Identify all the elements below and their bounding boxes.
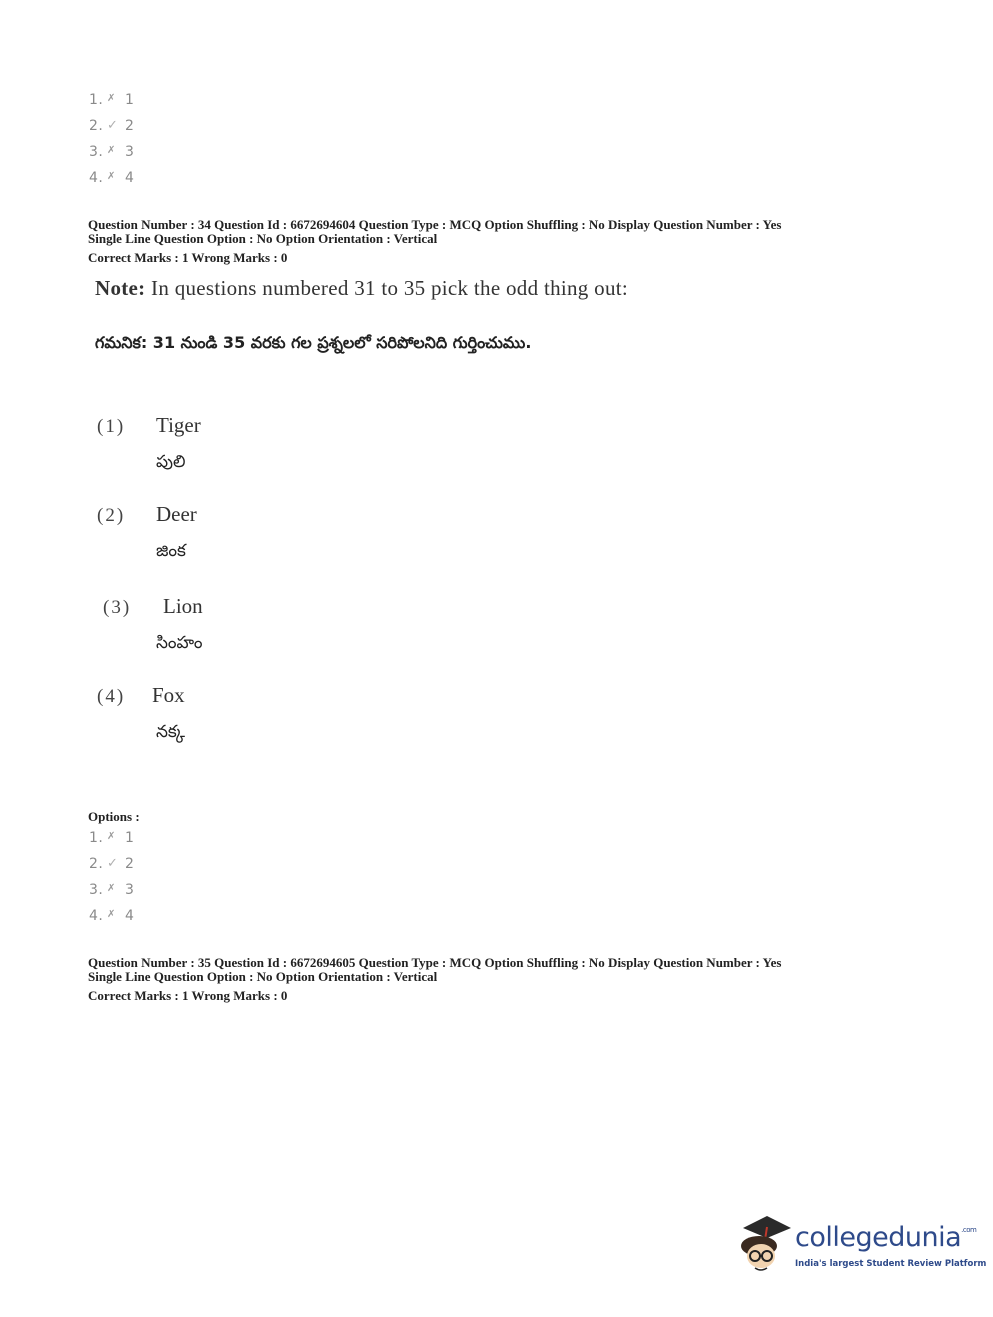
q34-option-2 [89,856,134,872]
options-label: Options : [88,809,140,824]
option-value: 1 [125,830,135,846]
note-telugu: గమనిక: 31 నుండి 35 వరకు గల ప్రశ్నలలో సరిపోలనిది గుర్తించుము. [95,333,532,352]
option-number: 2. [89,118,104,134]
check-mark-icon: ✓ [107,118,119,133]
option-number: 1. [89,92,104,108]
option-value: 1 [125,92,135,108]
option-number: 3. [89,882,104,898]
option-value: 4 [125,908,135,924]
option-value: 4 [125,170,135,186]
note-text: In questions numbered 31 to 35 pick the odd thing out: [151,276,629,300]
choice-4-telugu: నక్క [156,722,186,742]
wrong-mark-icon: ✗ [107,831,116,842]
choice-2-english: Deer [156,502,197,526]
option-number: 2. [89,856,104,872]
option-number: 1. [89,830,104,846]
note-label: Note: [95,276,146,300]
prev-option-1 [89,92,134,108]
wrong-mark-icon: ✗ [107,145,116,156]
q34-meta-line2: Single Line Question Option : No Option Orientation : Vertical [88,231,438,246]
wrong-mark-icon: ✗ [107,93,116,104]
q35-meta-line2: Single Line Question Option : No Option Orientation : Vertical [88,969,438,984]
choice-1-number: (1) [97,416,126,437]
option-value: 2 [125,118,135,134]
choice-4-number: (4) [97,686,126,707]
logo-suffix: .com [961,1226,977,1234]
prev-option-2 [89,118,134,134]
option-number: 4. [89,908,104,924]
wrong-mark-icon: ✗ [107,171,116,182]
q34-option-3 [89,882,134,898]
choice-1-english: Tiger [156,413,201,437]
check-mark-icon: ✓ [107,856,119,871]
wrong-mark-icon: ✗ [107,883,116,894]
logo-tagline: India's largest Student Review Platform [795,1259,987,1269]
choice-3-english: Lion [163,594,203,618]
option-value: 3 [125,882,135,898]
q34-option-4 [89,908,134,924]
choice-2-telugu: జింక [156,541,186,561]
q35-meta-line1: Question Number : 35 Question Id : 6672694605 Question Type : MCQ Option Shuffling : No Display Question Number : Yes [88,955,782,970]
choice-2-number: (2) [97,505,126,526]
choice-1-telugu: పులి [156,452,186,472]
prev-option-3 [89,144,134,160]
logo-name: collegedunia [795,1222,962,1253]
option-value: 2 [125,856,135,872]
wrong-mark-icon: ✗ [107,909,116,920]
logo-wordmark [795,1222,976,1253]
q34-option-1 [89,830,134,846]
mascot-icon [735,1210,797,1280]
choice-3-telugu: సింహం [156,633,203,653]
option-number: 4. [89,170,104,186]
option-value: 3 [125,144,135,160]
q34-meta-line1: Question Number : 34 Question Id : 6672694604 Question Type : MCQ Option Shuffling : No Display Question Number : Yes [88,217,782,232]
prev-option-4 [89,170,134,186]
q35-meta-line3: Correct Marks : 1 Wrong Marks : 0 [88,988,288,1003]
note-english [95,276,628,301]
q34-meta-line3: Correct Marks : 1 Wrong Marks : 0 [88,250,288,265]
option-number: 3. [89,144,104,160]
choice-4-english: Fox [152,683,185,707]
choice-3-number: (3) [103,597,132,618]
collegedunia-logo [735,1210,987,1280]
